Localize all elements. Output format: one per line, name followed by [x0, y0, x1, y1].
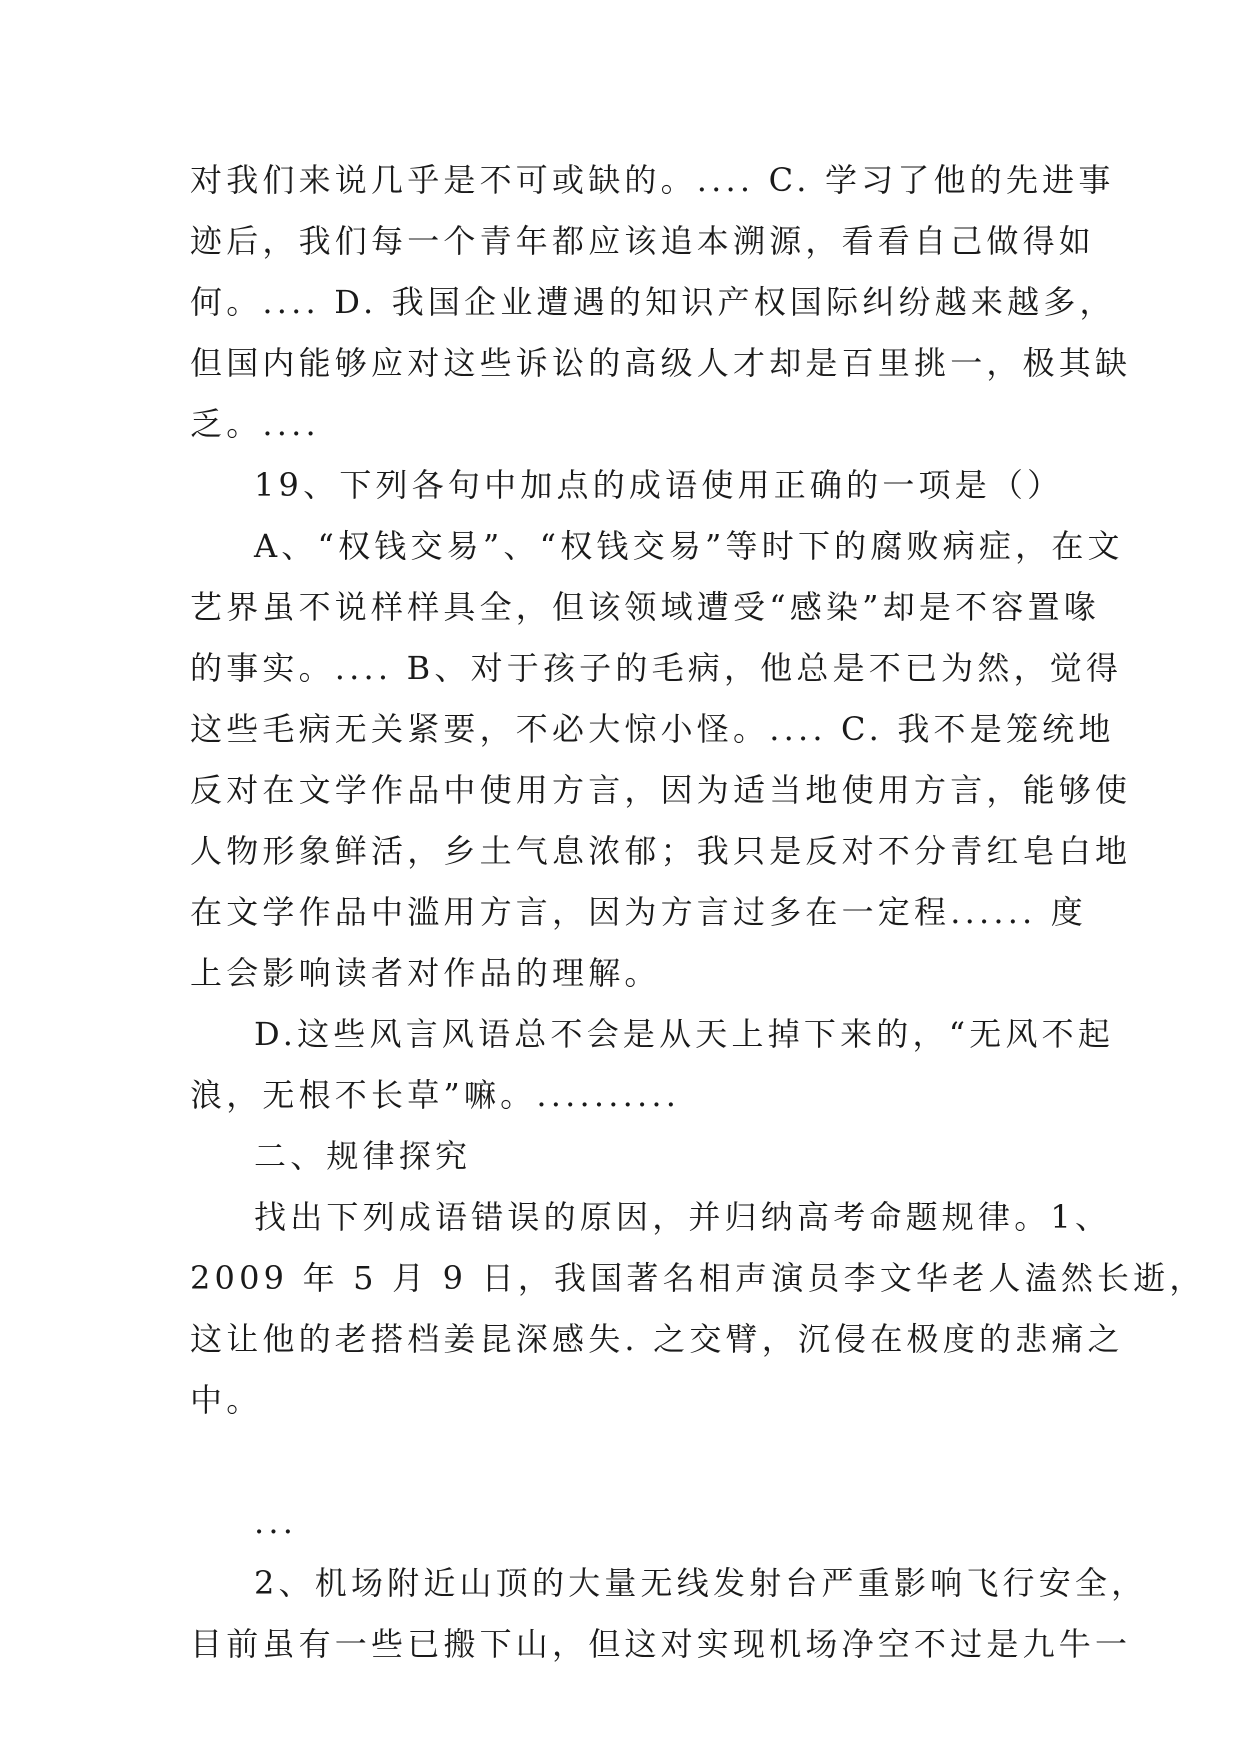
text-line: 何。.... D. 我国企业遭遇的知识产权国际纠纷越来越多，	[190, 283, 1116, 321]
text-line: 目前虽有一些已搬下山，但这对实现机场净空不过是九牛一	[190, 1625, 1132, 1663]
text-line: 找出下列成语错误的原因，并归纳高考命题规律。1、	[254, 1198, 1112, 1236]
text-line: 这让他的老搭档姜昆深感失. 之交臂，沉侵在极度的悲痛之	[190, 1320, 1124, 1358]
text-line: D.这些风言风语总不会是从天上掉下来的，“无风不起	[254, 1015, 1115, 1053]
text-line: 上会影响读者对作品的理解。	[190, 954, 661, 992]
document-page	[190, 150, 1206, 1675]
text-line: 这些毛病无关紧要，不必大惊小怪。.... C. 我不是笼统地	[190, 710, 1115, 748]
text-line: A、“权钱交易”、“权钱交易”等时下的腐败病症，在文	[254, 527, 1124, 565]
text-line: 乏。....	[190, 405, 320, 443]
text-line: 在文学作品中滥用方言，因为方言过多在一定程...... 度	[190, 893, 1088, 931]
text-line: 迹后，我们每一个青年都应该追本溯源，看看自己做得如	[190, 222, 1096, 260]
text-line: 但国内能够应对这些诉讼的高级人才却是百里挑一，极其缺	[190, 344, 1132, 382]
text-line: 的事实。.... B、对于孩子的毛病，他总是不已为然，觉得	[190, 649, 1123, 687]
text-line: 二、规律探究	[254, 1137, 472, 1175]
text-line: 19、下列各句中加点的成语使用正确的一项是（）	[254, 466, 1064, 504]
tail-text	[190, 1553, 1148, 1675]
body-text	[190, 150, 1206, 1431]
text-line: 2009 年 5 月 9 日，我国著名相声演员李文华老人溘然长逝，	[190, 1259, 1206, 1297]
ellipsis-line: ...	[254, 1503, 298, 1541]
text-line: 艺界虽不说样样具全，但该领域遭受“感染”却是不容置喙	[190, 588, 1100, 626]
text-line: 2、机场附近山顶的大量无线发射台严重影响飞行安全，	[254, 1564, 1148, 1602]
paragraph-gap	[190, 1431, 1040, 1492]
text-line: 对我们来说几乎是不可或缺的。.... C. 学习了他的先进事	[190, 161, 1115, 199]
text-line: 中。	[190, 1381, 263, 1419]
text-line: 浪，无根不长草”嘛。..........	[190, 1076, 681, 1114]
text-line: 反对在文学作品中使用方言，因为适当地使用方言，能够使	[190, 771, 1132, 809]
text-line: 人物形象鲜活，乡土气息浓郁；我只是反对不分青红皂白地	[190, 832, 1132, 870]
